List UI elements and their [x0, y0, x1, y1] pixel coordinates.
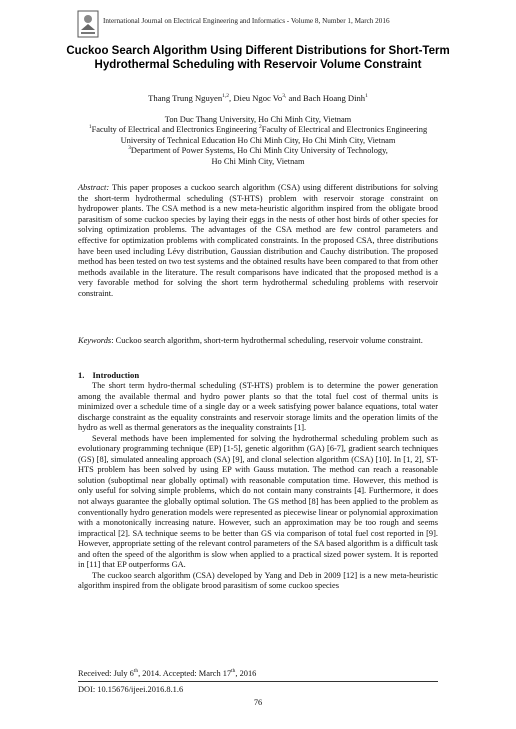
affiliation-line	[40, 125, 476, 135]
author-list	[40, 93, 476, 103]
keywords-label: Keywords	[78, 336, 112, 345]
affiliation-marker: 3	[128, 145, 131, 152]
section-title: Introduction	[92, 370, 140, 380]
affiliations	[40, 115, 476, 167]
page-number: 76	[253, 698, 263, 707]
affiliation-line: Ton Duc Thang University, Ho Chi Minh City, Vietnam	[164, 115, 352, 124]
affiliation-text: Department of Power Systems, Ho Chi Minh City University of Technology,	[130, 146, 388, 156]
footer-divider	[78, 681, 438, 682]
title-line-2: Hydrothermal Scheduling with Reservoir Volume Constraint	[94, 59, 422, 71]
received-accepted-dates	[78, 669, 256, 678]
accepted-year: , 2016	[235, 669, 257, 678]
author-2-affil: 3,	[282, 93, 287, 100]
affiliation-text: Faculty of Electrical and Electronics Engineering	[91, 125, 260, 135]
journal-header	[77, 10, 477, 38]
paragraph: Several methods have been implemented for solving the hydrothermal scheduling problem such as evolutionary programming technique (EP) [1-5], genetic algorithm (GA) [6-7], gradient search techniques (GS) [8], simulated annealing approach (SA) [9], and clonal selection algorithm (CSA) [10]. In [1, 2], ST-HTS problem has been solved by using EP with Gauss mutation. The method can reach a reasonable solution (suboptimal near globally optimal) with reasonable computation time. However, this method is only useful for solving simple problems, which do not contain many constraints [4]. Furthermore, it does not always guarantee the globally optimal solution. The GS method [8] has been applied to the problem as conventionally hydro generation models were represented as piecewise linear or polynomial approximation with a monotonically increasing nature. However, such an approximation may be too rough and seems impractical [2]. SA technique seems to be better than GS via comparison of total fuel cost reported in [9]. However, appropriate setting of the relevant control parameters of the SA based algorithm is a difficult task and often the speed of the algorithm is slow when applied to a practical sized power system. It is reported in [11] that EP outperforms GA.	[78, 433, 438, 570]
section-number: 1.	[78, 370, 85, 380]
paragraph: The cuckoo search algorithm (CSA) developed by Yang and Deb in 2009 [12] is a new meta-heuristic algorithm inspired from the obligate brood parasitism of some cuckoo species	[78, 570, 438, 591]
author-3: and Bach Hoang Dinh	[286, 93, 366, 103]
introduction-body	[78, 381, 438, 592]
abstract-label: Abstract:	[78, 183, 110, 192]
paragraph: The short term hydro-thermal scheduling (ST-HTS) problem is to determine the power generation among the available thermal and hydro power plants so that the total fuel cost of thermal units is minimized over a schedule time of a single day or a week satisfying power balance equations, total water discharge constraint as the equality constraints and reservoir storage limits and the operation limits of the hydro as well as thermal generators as the inequality constraints [1].	[78, 381, 438, 433]
keywords	[78, 336, 438, 347]
ordinal-suffix: th	[133, 668, 139, 675]
affiliation-marker: 2	[259, 124, 262, 131]
ordinal-suffix: th	[231, 668, 236, 675]
author-1: Thang Trung Nguyen	[148, 93, 223, 103]
keywords-text: : Cuckoo search algorithm, short-term hydrothermal scheduling, reservoir volume constraint.	[111, 336, 423, 345]
title-line-1: Cuckoo Search Algorithm Using Different Distributions for Short-Term	[66, 45, 450, 57]
accepted-date: , 2014. Accepted: March 17	[138, 669, 232, 678]
doi: DOI: 10.15676/ijeei.2016.8.1.6	[78, 685, 184, 694]
author-2: , Dieu Ngoc Vo	[229, 93, 283, 103]
section-heading	[78, 370, 139, 380]
abstract-text: This paper proposes a cuckoo search algorithm (CSA) using different distributions for solving the short-term hydrothermal scheduling (ST-HTS) problem with reservoir storage constraint on hydropower plants. The CSA method is a new meta-heuristic algorithm inspired from the obligate brood parasitism of some cuckoo species by laying their eggs in the nests of other host birds of other species for solving optimization problems. The advantages of the CSA method are few control parameters and effective for optimization problems with complicated constraints. In the proposed CSA, three distributions have been used including Lévy distribution, Gaussian distribution and Cauchy distribution. The proposed method has been tested on two test systems and the obtained results have been compared to that from other methods available in the literature. The result comparisons have indicated that the proposed method is a very favorable method for solving the short term hydrothermal scheduling problems with reservoir constraint.	[78, 183, 438, 298]
journal-logo-icon	[77, 10, 99, 38]
abstract	[78, 183, 438, 300]
affiliation-line: Ho Chi Minh City, Vietnam	[211, 156, 305, 166]
author-1-affil: 1,2	[222, 93, 230, 100]
affiliation-text: Faculty of Electrical and Electronics Engineering	[261, 125, 428, 135]
journal-name: International Journal on Electrical Engineering and Informatics - Volume 8, Number 1, March 2016	[103, 17, 390, 25]
paper-title	[40, 44, 476, 72]
received-date: Received: July 6	[78, 669, 134, 678]
affiliation-line: University of Technical Education Ho Chi Minh City, Ho Chi Minh City, Vietnam	[120, 135, 396, 145]
author-3-affil: 1	[365, 93, 368, 100]
affiliation-line	[40, 146, 476, 156]
affiliation-marker: 1	[88, 124, 92, 131]
